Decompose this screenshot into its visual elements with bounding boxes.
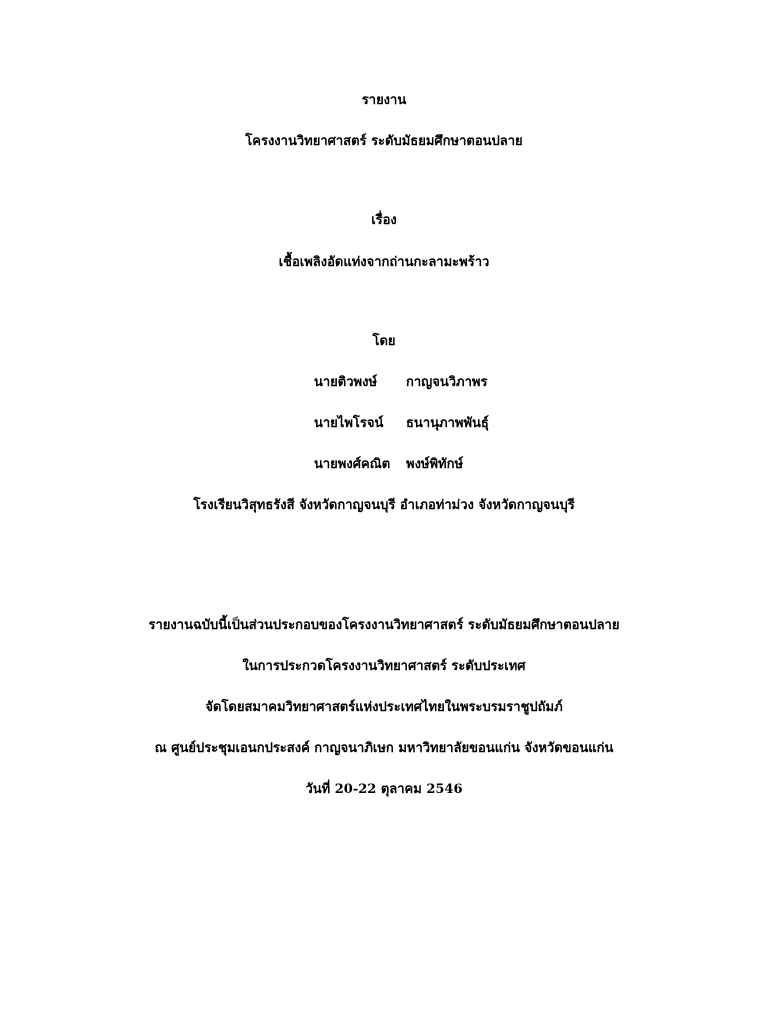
- footer-line-contest: ในการประกวดโครงงานวิทยาศาสตร์ ระดับประเทศ: [242, 659, 526, 674]
- subject-label: เรื่อง: [371, 213, 397, 228]
- author-last-name: ธนานุภาพพันธุ์: [406, 416, 489, 431]
- footer-line-purpose: รายงานฉบับนี้เป็นส่วนประกอบของโครงงานวิทยาศาสตร์ ระดับมัธยมศึกษาตอนปลาย: [148, 618, 620, 633]
- author-first-name: นายพงศ์คณิต: [314, 457, 391, 472]
- author-last-name: กาญจนวิภาพร: [406, 375, 488, 390]
- footer-line-date: วันที่ 20-22 ตุลาคม 2546: [305, 782, 463, 797]
- report-label: รายงาน: [361, 93, 407, 108]
- footer-line-organizer: จัดโดยสมาคมวิทยาศาสตร์แห่งประเทศไทยในพระบรมราชูปถัมภ์: [205, 700, 563, 715]
- school-line: โรงเรียนวิสุทธรังสี จังหวัดกาญจนบุรี อำเภอท่าม่วง จังหวัดกาญจนบุรี: [193, 498, 575, 513]
- author-first-name: นายไพโรจน์: [314, 416, 384, 431]
- author-first-name: นายติวพงษ์: [314, 375, 378, 390]
- by-label: โดย: [372, 334, 396, 349]
- document-title: เชื้อเพลิงอัดแท่งจากถ่านกะลามะพร้าว: [278, 255, 490, 270]
- footer-line-venue: ณ ศูนย์ประชุมเอนกประสงค์ กาญจนาภิเษก มหาวิทยาลัยขอนแก่น จังหวัดขอนแก่น: [154, 741, 614, 756]
- author-last-name: พงษ์พิทักษ์: [406, 457, 464, 472]
- project-line: โครงงานวิทยาศาสตร์ ระดับมัธยมศึกษาตอนปลาย: [245, 134, 523, 149]
